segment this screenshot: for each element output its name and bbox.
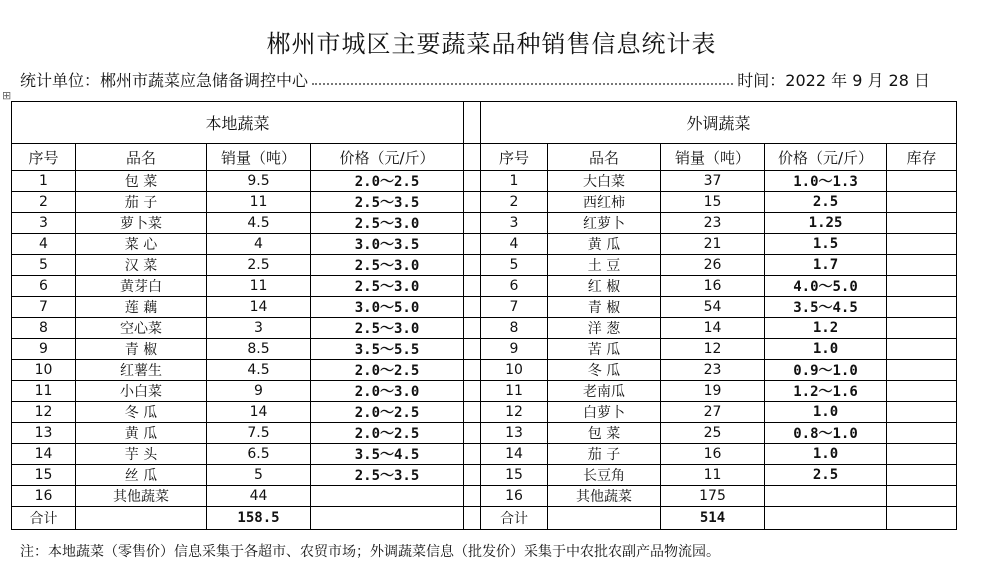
imported-stock-cell	[887, 381, 957, 402]
spacer-cell	[464, 276, 481, 297]
imported-seq-cell: 2	[481, 192, 548, 213]
imported-stock-cell	[887, 423, 957, 444]
local-seq-cell: 15	[12, 465, 76, 486]
local-price-cell: 2.5～3.0	[311, 255, 464, 276]
imported-price-cell: 1.5	[765, 234, 887, 255]
local-total-sales: 158.5	[207, 507, 311, 530]
imported-price-cell: 1.0	[765, 339, 887, 360]
imported-total-sales: 514	[661, 507, 765, 530]
local-name-cell: 黄 瓜	[76, 423, 207, 444]
imported-sales-cell: 27	[661, 402, 765, 423]
table-row	[12, 276, 957, 297]
table-row	[12, 339, 957, 360]
local-seq-cell: 12	[12, 402, 76, 423]
spacer-cell	[464, 213, 481, 234]
local-name-cell: 冬 瓜	[76, 402, 207, 423]
imported-stock-cell	[887, 192, 957, 213]
local-name-cell: 红薯生	[76, 360, 207, 381]
local-price-cell: 3.5～4.5	[311, 444, 464, 465]
table-row	[12, 465, 957, 486]
table-row	[12, 381, 957, 402]
footnote: 注：本地蔬菜（零售价）信息采集于各超市、农贸市场；外调蔬菜信息（批发价）采集于中农批农副产品物流园。	[20, 544, 720, 560]
imported-price-cell: 1.7	[765, 255, 887, 276]
spacer-cell	[464, 102, 481, 144]
imported-price-cell: 0.8～1.0	[765, 423, 887, 444]
spacer-cell	[464, 339, 481, 360]
local-price-cell: 3.0～5.0	[311, 297, 464, 318]
header-seq: 序号	[481, 144, 548, 171]
empty-cell	[311, 507, 464, 530]
imported-seq-cell: 8	[481, 318, 548, 339]
table-move-handle-icon[interactable]: ⊞	[2, 89, 12, 102]
local-price-cell: 2.0～2.5	[311, 171, 464, 192]
imported-name-cell: 黄 瓜	[548, 234, 661, 255]
local-price-cell: 2.5～3.5	[311, 192, 464, 213]
imported-seq-cell: 6	[481, 276, 548, 297]
imported-seq-cell: 7	[481, 297, 548, 318]
local-seq-cell: 11	[12, 381, 76, 402]
spacer-cell	[464, 507, 481, 530]
imported-sales-cell: 16	[661, 444, 765, 465]
local-name-cell: 萝卜菜	[76, 213, 207, 234]
local-sales-cell: 14	[207, 402, 311, 423]
imported-sales-cell: 16	[661, 276, 765, 297]
imported-sales-cell: 12	[661, 339, 765, 360]
totals-row	[12, 507, 957, 530]
header-stock: 库存	[887, 144, 957, 171]
imported-price-cell: 4.0～5.0	[765, 276, 887, 297]
imported-stock-cell	[887, 465, 957, 486]
local-sales-cell: 44	[207, 486, 311, 507]
spacer-cell	[464, 297, 481, 318]
section-header-row	[12, 102, 957, 144]
local-seq-cell: 8	[12, 318, 76, 339]
spacer-cell	[464, 360, 481, 381]
local-name-cell: 菜 心	[76, 234, 207, 255]
spacer-cell	[464, 144, 481, 171]
imported-name-cell: 洋 葱	[548, 318, 661, 339]
spacer-cell	[464, 486, 481, 507]
local-price-cell: 2.0～3.0	[311, 381, 464, 402]
table-row	[12, 234, 957, 255]
total-label: 合计	[12, 507, 76, 530]
local-sales-cell: 7.5	[207, 423, 311, 444]
imported-name-cell: 红萝卜	[548, 213, 661, 234]
imported-price-cell: 1.2	[765, 318, 887, 339]
spacer-cell	[464, 444, 481, 465]
local-sales-cell: 6.5	[207, 444, 311, 465]
header-price: 价格（元/斤）	[765, 144, 887, 171]
imported-seq-cell: 11	[481, 381, 548, 402]
local-sales-cell: 9.5	[207, 171, 311, 192]
imported-name-cell: 红 椒	[548, 276, 661, 297]
page-title: 郴州市城区主要蔬菜品种销售信息统计表	[266, 30, 717, 58]
statistics-unit: 统计单位：郴州市蔬菜应急储备调控中心	[20, 71, 309, 90]
local-name-cell: 其他蔬菜	[76, 486, 207, 507]
imported-name-cell: 白萝卜	[548, 402, 661, 423]
imported-seq-cell: 13	[481, 423, 548, 444]
imported-price-cell	[765, 486, 887, 507]
table-row	[12, 444, 957, 465]
spacer-cell	[464, 423, 481, 444]
section-imported: 外调蔬菜	[481, 102, 957, 144]
local-sales-cell: 14	[207, 297, 311, 318]
imported-sales-cell: 15	[661, 192, 765, 213]
imported-stock-cell	[887, 402, 957, 423]
local-price-cell: 2.5～3.0	[311, 318, 464, 339]
local-seq-cell: 10	[12, 360, 76, 381]
header-sales: 销量（吨）	[661, 144, 765, 171]
local-name-cell: 丝 瓜	[76, 465, 207, 486]
local-price-cell: 3.5～5.5	[311, 339, 464, 360]
imported-name-cell: 青 椒	[548, 297, 661, 318]
local-price-cell: 2.5～3.0	[311, 276, 464, 297]
empty-cell	[548, 507, 661, 530]
imported-stock-cell	[887, 339, 957, 360]
imported-price-cell: 1.25	[765, 213, 887, 234]
imported-stock-cell	[887, 213, 957, 234]
local-price-cell: 2.0～2.5	[311, 402, 464, 423]
spacer-cell	[464, 402, 481, 423]
imported-stock-cell	[887, 234, 957, 255]
imported-sales-cell: 11	[661, 465, 765, 486]
empty-cell	[76, 507, 207, 530]
local-seq-cell: 2	[12, 192, 76, 213]
imported-seq-cell: 4	[481, 234, 548, 255]
local-price-cell: 2.0～2.5	[311, 360, 464, 381]
imported-seq-cell: 9	[481, 339, 548, 360]
imported-sales-cell: 14	[661, 318, 765, 339]
local-sales-cell: 3	[207, 318, 311, 339]
table-row	[12, 423, 957, 444]
local-seq-cell: 14	[12, 444, 76, 465]
local-sales-cell: 4.5	[207, 360, 311, 381]
imported-name-cell: 土 豆	[548, 255, 661, 276]
imported-seq-cell: 10	[481, 360, 548, 381]
spacer-cell	[464, 255, 481, 276]
imported-stock-cell	[887, 360, 957, 381]
local-sales-cell: 8.5	[207, 339, 311, 360]
imported-sales-cell: 26	[661, 255, 765, 276]
imported-seq-cell: 14	[481, 444, 548, 465]
header-name: 品名	[548, 144, 661, 171]
spacer-cell	[464, 465, 481, 486]
imported-stock-cell	[887, 444, 957, 465]
imported-price-cell: 1.0～1.3	[765, 171, 887, 192]
local-price-cell: 2.5～3.5	[311, 465, 464, 486]
table-row	[12, 213, 957, 234]
header-price: 价格（元/斤）	[311, 144, 464, 171]
imported-price-cell: 1.2～1.6	[765, 381, 887, 402]
local-seq-cell: 4	[12, 234, 76, 255]
imported-name-cell: 西红柿	[548, 192, 661, 213]
spacer-cell	[464, 171, 481, 192]
imported-sales-cell: 23	[661, 213, 765, 234]
imported-price-cell: 1.0	[765, 444, 887, 465]
local-name-cell: 空心菜	[76, 318, 207, 339]
local-name-cell: 莲 藕	[76, 297, 207, 318]
local-seq-cell: 5	[12, 255, 76, 276]
table-row	[12, 255, 957, 276]
imported-name-cell: 老南瓜	[548, 381, 661, 402]
local-name-cell: 青 椒	[76, 339, 207, 360]
table-row	[12, 402, 957, 423]
meta-line	[20, 68, 930, 91]
local-name-cell: 茄 子	[76, 192, 207, 213]
local-sales-cell: 11	[207, 276, 311, 297]
spacer-cell	[464, 381, 481, 402]
leader-dots	[312, 68, 733, 85]
imported-stock-cell	[887, 297, 957, 318]
spacer-cell	[464, 192, 481, 213]
local-name-cell: 芋 头	[76, 444, 207, 465]
table-row	[12, 486, 957, 507]
local-sales-cell: 9	[207, 381, 311, 402]
local-sales-cell: 4.5	[207, 213, 311, 234]
imported-stock-cell	[887, 276, 957, 297]
table-row	[12, 318, 957, 339]
spacer-cell	[464, 318, 481, 339]
imported-stock-cell	[887, 486, 957, 507]
table-row	[12, 192, 957, 213]
imported-price-cell: 0.9～1.0	[765, 360, 887, 381]
imported-sales-cell: 19	[661, 381, 765, 402]
local-sales-cell: 11	[207, 192, 311, 213]
spacer-cell	[464, 234, 481, 255]
local-seq-cell: 9	[12, 339, 76, 360]
imported-name-cell: 大白菜	[548, 171, 661, 192]
imported-name-cell: 其他蔬菜	[548, 486, 661, 507]
imported-price-cell: 2.5	[765, 465, 887, 486]
imported-sales-cell: 37	[661, 171, 765, 192]
table-row	[12, 297, 957, 318]
imported-sales-cell: 23	[661, 360, 765, 381]
imported-sales-cell: 175	[661, 486, 765, 507]
header-name: 品名	[76, 144, 207, 171]
local-sales-cell: 4	[207, 234, 311, 255]
total-label: 合计	[481, 507, 548, 530]
local-name-cell: 汉 菜	[76, 255, 207, 276]
imported-price-cell: 2.5	[765, 192, 887, 213]
local-seq-cell: 3	[12, 213, 76, 234]
local-seq-cell: 1	[12, 171, 76, 192]
local-seq-cell: 6	[12, 276, 76, 297]
imported-stock-cell	[887, 171, 957, 192]
imported-price-cell: 1.0	[765, 402, 887, 423]
imported-name-cell: 包 菜	[548, 423, 661, 444]
imported-seq-cell: 12	[481, 402, 548, 423]
local-sales-cell: 2.5	[207, 255, 311, 276]
empty-cell	[887, 507, 957, 530]
imported-stock-cell	[887, 318, 957, 339]
imported-sales-cell: 25	[661, 423, 765, 444]
imported-seq-cell: 1	[481, 171, 548, 192]
local-price-cell: 3.0～3.5	[311, 234, 464, 255]
imported-name-cell: 长豆角	[548, 465, 661, 486]
imported-stock-cell	[887, 255, 957, 276]
vegetable-sales-table	[11, 101, 957, 530]
imported-seq-cell: 3	[481, 213, 548, 234]
local-price-cell: 2.5～3.0	[311, 213, 464, 234]
local-seq-cell: 7	[12, 297, 76, 318]
table-row	[12, 360, 957, 381]
imported-seq-cell: 15	[481, 465, 548, 486]
imported-name-cell: 茄 子	[548, 444, 661, 465]
empty-cell	[765, 507, 887, 530]
column-header-row	[12, 144, 957, 171]
local-sales-cell: 5	[207, 465, 311, 486]
imported-name-cell: 冬 瓜	[548, 360, 661, 381]
local-seq-cell: 16	[12, 486, 76, 507]
imported-seq-cell: 16	[481, 486, 548, 507]
local-name-cell: 包 菜	[76, 171, 207, 192]
report-date: 时间：2022 年 9 月 28 日	[737, 71, 930, 90]
header-sales: 销量（吨）	[207, 144, 311, 171]
imported-price-cell: 3.5～4.5	[765, 297, 887, 318]
table-row	[12, 171, 957, 192]
header-seq: 序号	[12, 144, 76, 171]
imported-name-cell: 苦 瓜	[548, 339, 661, 360]
section-local: 本地蔬菜	[12, 102, 464, 144]
local-price-cell	[311, 486, 464, 507]
imported-sales-cell: 54	[661, 297, 765, 318]
imported-sales-cell: 21	[661, 234, 765, 255]
local-name-cell: 小白菜	[76, 381, 207, 402]
local-price-cell: 2.0～2.5	[311, 423, 464, 444]
local-name-cell: 黄芽白	[76, 276, 207, 297]
local-seq-cell: 13	[12, 423, 76, 444]
imported-seq-cell: 5	[481, 255, 548, 276]
